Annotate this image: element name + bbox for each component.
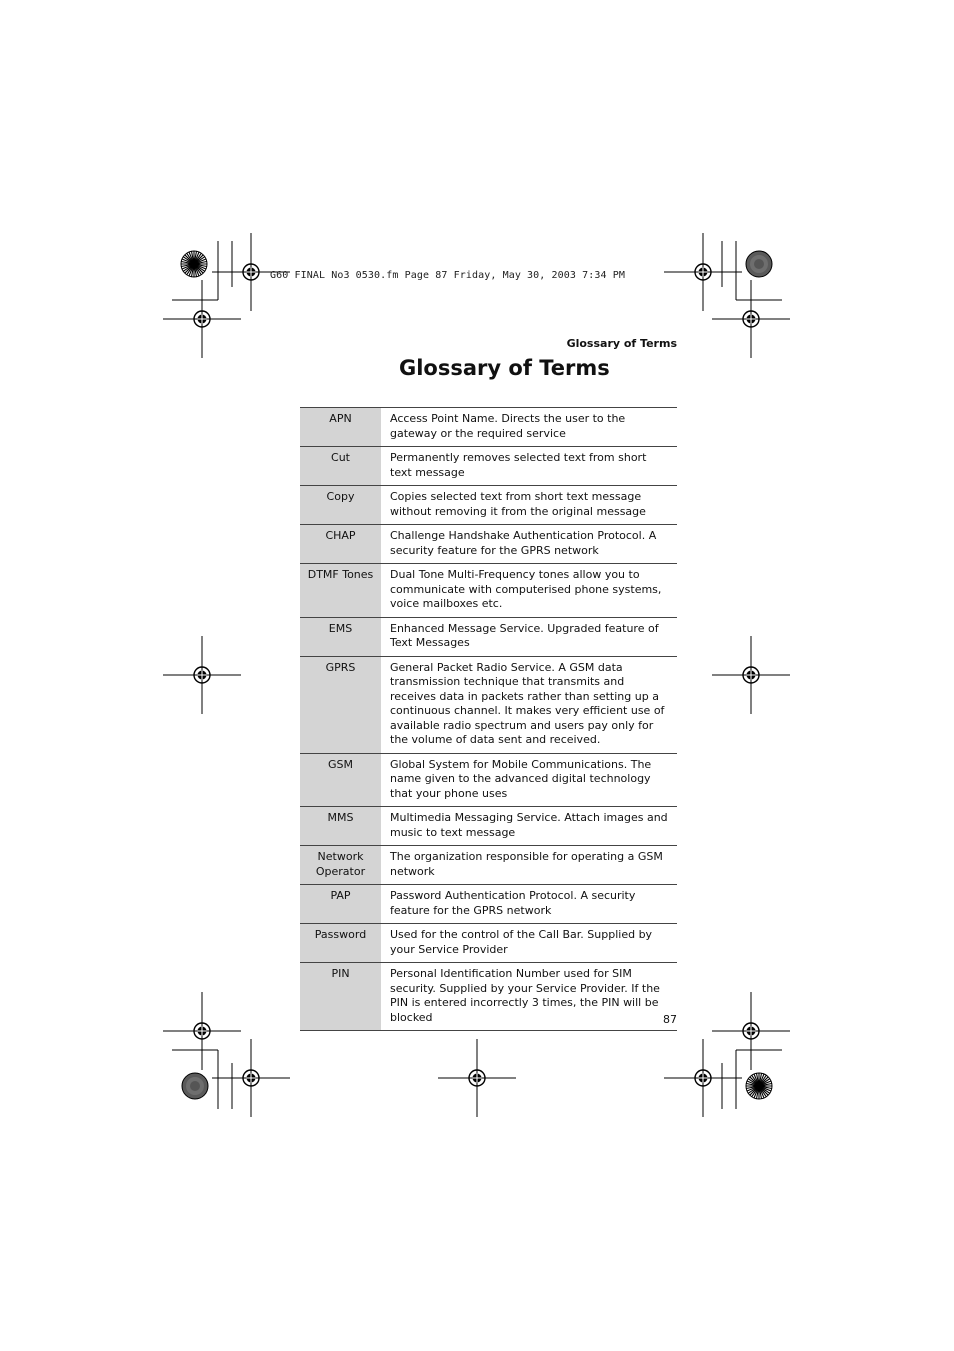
glossary-definition: Multimedia Messaging Service. Attach images and music to text message — [390, 811, 668, 839]
running-head: Glossary of Terms — [566, 337, 677, 350]
glossary-definition: Dual Tone Multi-Frequency tones allow you to communicate with computerised phone systems, voice mailboxes etc. — [390, 568, 662, 610]
glossary-definition: The organization responsible for operating a GSM network — [390, 850, 663, 878]
glossary-body — [300, 408, 677, 1031]
glossary-row — [300, 486, 677, 525]
glossary-definition: Challenge Handshake Authentication Protocol. A security feature for the GPRS network — [390, 529, 657, 557]
glossary-row — [300, 408, 677, 447]
glossary-definition: Enhanced Message Service. Upgraded feature of Text Messages — [390, 621, 659, 649]
glossary-row — [300, 447, 677, 486]
glossary-definition: Password Authentication Protocol. A security feature for the GPRS network — [390, 889, 636, 917]
glossary-term: Copy — [300, 486, 381, 525]
glossary-row — [300, 807, 677, 846]
glossary-definition: Used for the control of the Call Bar. Supplied by your Service Provider — [390, 928, 653, 956]
glossary-row — [300, 846, 677, 885]
glossary-definition: Personal Identification Number used for SIM security. Supplied by your Service Provider. If the PIN is entered incorrectly 3 times, the PIN will be blocked — [390, 967, 660, 1024]
glossary-row — [300, 753, 677, 807]
glossary-row — [300, 617, 677, 656]
glossary-row — [300, 525, 677, 564]
glossary-row — [300, 564, 677, 618]
glossary-row — [300, 885, 677, 924]
glossary-table — [300, 407, 677, 1031]
glossary-row — [300, 924, 677, 963]
glossary-term: PAP — [300, 885, 381, 924]
page-number: 87 — [663, 1013, 677, 1026]
glossary-definition: Global System for Mobile Communications. The name given to the advanced digital technology that your phone uses — [390, 757, 652, 800]
glossary-row — [300, 656, 677, 753]
glossary-definition: General Packet Radio Service. A GSM data transmission technique that transmits and receives data in packets rather than setting up a continuous channel. It makes very efficient use of available radio spectrum and users pay only for the volume of data sent and received. — [390, 660, 665, 746]
glossary-term: MMS — [300, 807, 381, 846]
glossary-term: DTMF Tones — [300, 564, 381, 618]
glossary-row — [300, 963, 677, 1031]
glossary-term: GPRS — [300, 656, 381, 753]
glossary-term: Cut — [300, 447, 381, 486]
glossary-definition: Permanently removes selected text from short text message — [390, 451, 647, 479]
page-title: Glossary of Terms — [399, 356, 610, 380]
glossary-definition: Copies selected text from short text message without removing it from the original message — [390, 490, 646, 518]
glossary-term: EMS — [300, 617, 381, 656]
glossary-term: PIN — [300, 963, 381, 1031]
glossary-term: Password — [300, 924, 381, 963]
glossary-term: APN — [300, 408, 381, 447]
slug-line: G60 FINAL No3 0530.fm Page 87 Friday, May 30, 2003 7:34 PM — [270, 270, 625, 281]
glossary-term: GSM — [300, 753, 381, 807]
glossary-term: Network Operator — [300, 846, 381, 885]
glossary-term: CHAP — [300, 525, 381, 564]
glossary-definition: Access Point Name. Directs the user to the gateway or the required service — [390, 412, 626, 440]
